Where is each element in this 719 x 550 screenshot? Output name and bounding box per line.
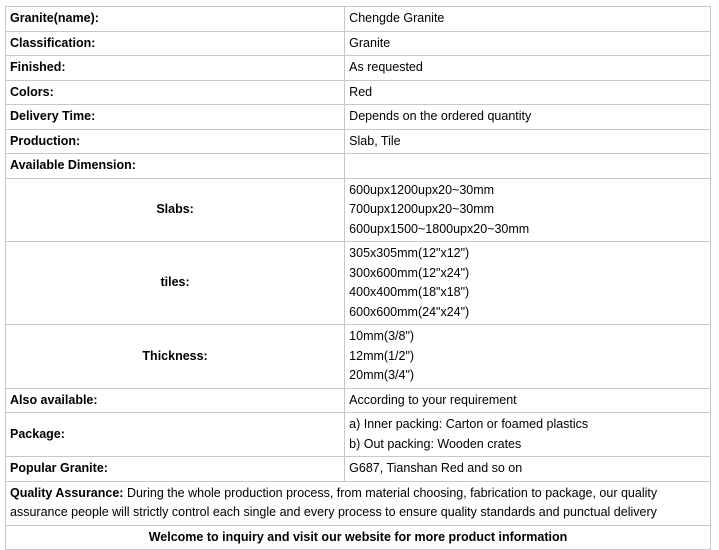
row-value [345,178,711,242]
table-row [6,129,711,154]
row-value [345,154,711,179]
row-value: Slab, Tile [345,129,711,154]
row-label: Granite(name): [6,7,345,32]
table-row [6,481,711,525]
table-row [6,457,711,482]
table-row [6,525,711,550]
row-label: Production: [6,129,345,154]
value-line: a) Inner packing: Carton or foamed plastics [349,417,589,431]
spec-table [5,6,711,550]
value-line: b) Out packing: Wooden crates [349,436,522,451]
quality-assurance-label: Quality Assurance: [10,485,124,500]
table-row [6,56,711,81]
table-row [6,80,711,105]
table-row [6,105,711,130]
table-row [6,7,711,32]
table-row [6,388,711,413]
row-value: Chengde Granite [345,7,711,32]
value-line: 10mm(3/8") [349,329,415,343]
row-label: Delivery Time: [6,105,345,130]
row-label: Package: [6,413,345,457]
row-label: Also available: [6,388,345,413]
row-label: Classification: [6,31,345,56]
row-label: Available Dimension: [6,154,345,179]
row-label: Finished: [6,56,345,81]
table-row [6,325,711,389]
row-label: Slabs: [6,178,345,242]
footer-text: Welcome to inquiry and visit our website for more product information [6,525,711,550]
value-line: 600upx1500~1800upx20~30mm [349,221,530,236]
table-row [6,242,711,325]
row-label: tiles: [6,242,345,325]
row-value: Depends on the ordered quantity [345,105,711,130]
table-row [6,178,711,242]
row-value [345,413,711,457]
value-line: 600x600mm(24"x24") [349,304,470,319]
row-value: Red [345,80,711,105]
row-value [345,242,711,325]
row-value [345,325,711,389]
table-row [6,31,711,56]
value-line: 12mm(1/2") [349,348,415,363]
value-line: 20mm(3/4") [349,368,415,382]
row-label: Popular Granite: [6,457,345,482]
value-line: 400x400mm(18"x18") [349,285,470,299]
value-line: 700upx1200upx20~30mm [349,202,495,216]
row-value: G687, Tianshan Red and so on [345,457,711,482]
quality-assurance-cell [6,481,711,525]
row-label: Thickness: [6,325,345,389]
row-value: According to your requirement [345,388,711,413]
row-label: Colors: [6,80,345,105]
row-value: Granite [345,31,711,56]
table-row [6,154,711,179]
value-line: 305x305mm(12"x12") [349,246,470,260]
table-row [6,413,711,457]
quality-assurance-text: During the whole production process, from material choosing, fabrication to package, our quality assurance people will strictly control each single and every process to ensure quality standards and punctual delivery [10,485,658,519]
row-value: As requested [345,56,711,81]
value-line: 300x600mm(12"x24") [349,265,470,280]
value-line: 600upx1200upx20~30mm [349,182,495,197]
